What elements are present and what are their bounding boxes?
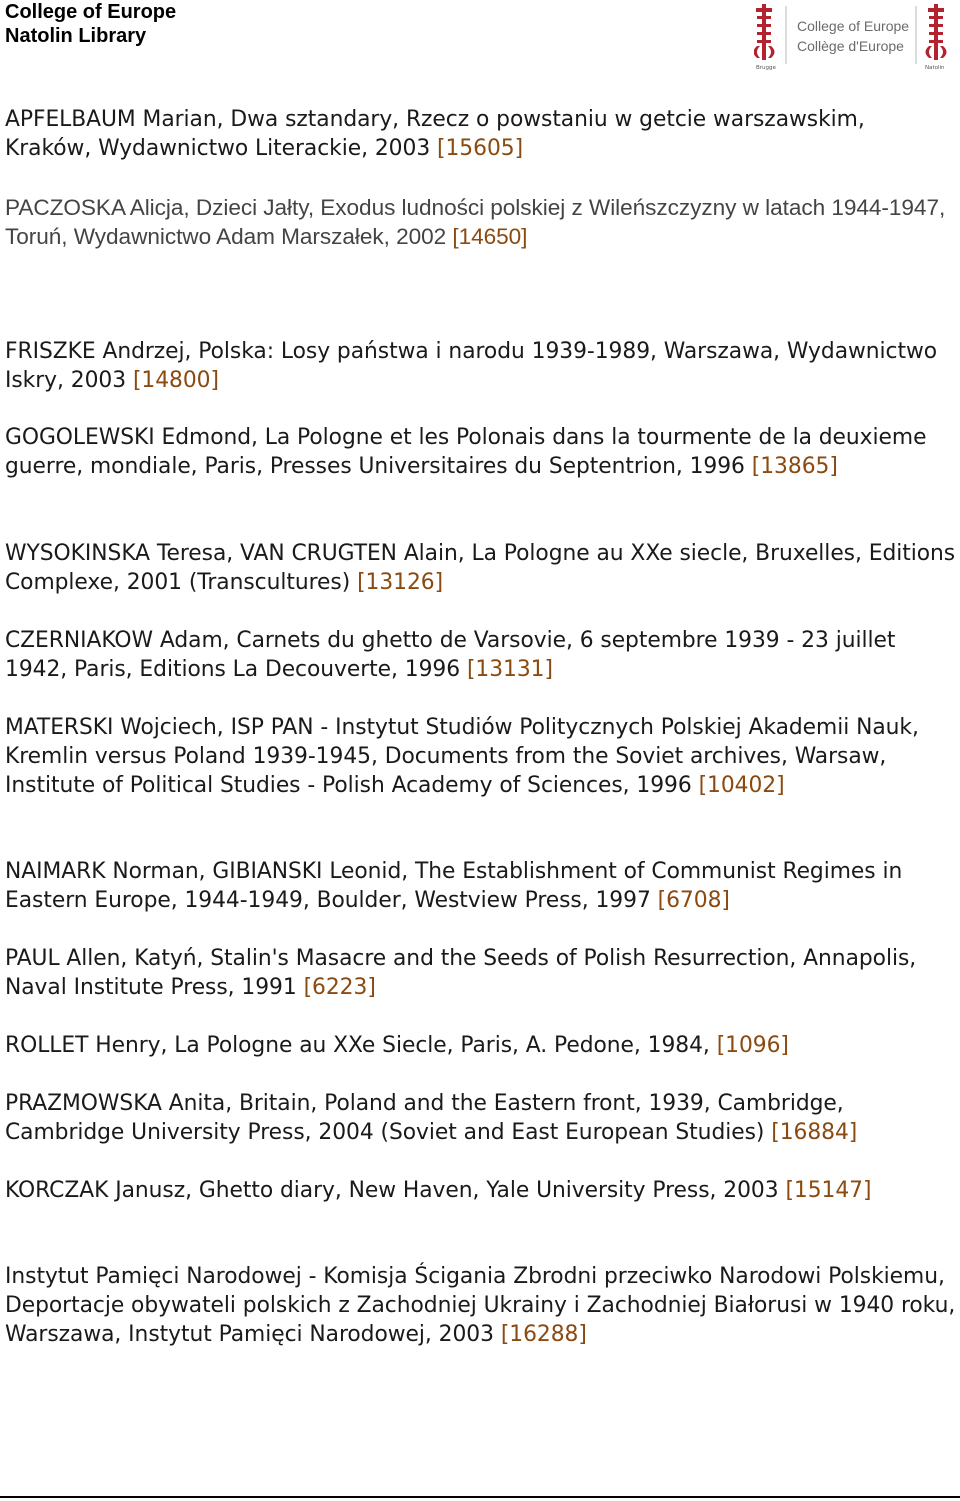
logo-right-caption: Natolin	[925, 65, 945, 71]
entry-text: PACZOSKA Alicja, Dzieci Jałty, Exodus ludności polskiej z Wileńszczyzny w latach 1944-1947, Toruń, Wydawnictwo Adam Marszałek, 2002	[5, 195, 946, 249]
entry-reference: [14650]	[452, 224, 528, 249]
entry-reference: [15147]	[785, 1178, 872, 1203]
institution-name: College of Europe	[5, 1, 177, 23]
library-title	[5, 0, 176, 48]
entry-reference: [10402]	[698, 773, 785, 798]
bibliography-entry	[5, 626, 957, 684]
entry-text: Instytut Pamięci Narodowej - Komisja Ścigania Zbrodni przeciwko Narodowi Polskiemu, Deportacje obywateli polskich z Zachodniej Ukrainy i Zachodniej Białorusi w 1940 roku, Warszawa, Instytut Pamięci Narodowej, 2003	[5, 1264, 956, 1347]
entry-reference: [1096]	[716, 1033, 789, 1058]
entry-reference: [6708]	[657, 888, 730, 913]
entry-text: FRISZKE Andrzej, Polska: Losy państwa i narodu 1939-1989, Warszawa, Wydawnictwo Iskry, 2003	[5, 339, 938, 393]
logo-text-fr: Collège d'Europe	[797, 38, 904, 54]
bibliography-entry	[5, 539, 957, 597]
entry-text: CZERNIAKOW Adam, Carnets du ghetto de Varsovie, 6 septembre 1939 - 23 juillet 1942, Paris, Editions La Decouverte, 1996	[5, 628, 896, 682]
entry-reference: [13126]	[357, 570, 444, 595]
logo-text-en: College of Europe	[797, 18, 910, 34]
library-name: Natolin Library	[5, 25, 147, 47]
bibliography-entry	[5, 1031, 957, 1060]
bibliography-entry	[5, 105, 957, 163]
bibliography-entry	[5, 193, 957, 251]
entry-text: WYSOKINSKA Teresa, VAN CRUGTEN Alain, La Pologne au XXe siecle, Bruxelles, Editions Complexe, 2001 (Transcultures)	[5, 541, 956, 595]
bibliography-entry	[5, 423, 957, 481]
entry-reference: [13131]	[466, 657, 553, 682]
bibliography-entry	[5, 1176, 957, 1205]
entry-text: NAIMARK Norman, GIBIANSKI Leonid, The Establishment of Communist Regimes in Eastern Europe, 1944-1949, Boulder, Westview Press, 1997	[5, 859, 903, 913]
entry-text: APFELBAUM Marian, Dwa sztandary, Rzecz o powstaniu w getcie warszawskim, Kraków, Wydawnictwo Literackie, 2003	[5, 107, 865, 161]
entry-text: PRAZMOWSKA Anita, Britain, Poland and the Eastern front, 1939, Cambridge, Cambridge University Press, 2004 (Soviet and East European Studies)	[5, 1091, 844, 1145]
footer-divider	[0, 1496, 960, 1498]
entry-reference: [13865]	[751, 454, 838, 479]
bibliography-entry	[5, 1089, 957, 1147]
bibliography-entry	[5, 713, 957, 800]
bibliography-entry	[5, 857, 957, 915]
entry-text: ROLLET Henry, La Pologne au XXe Siecle, Paris, A. Pedone, 1984,	[5, 1033, 710, 1058]
page-header	[0, 0, 960, 80]
entry-reference: [16884]	[771, 1120, 858, 1145]
logo-left-caption: Brugge	[756, 65, 776, 71]
entry-text: GOGOLEWSKI Edmond, La Pologne et les Polonais dans la tourmente de la deuxieme guerre, mondiale, Paris, Presses Universitaires du Septentrion, 1996	[5, 425, 927, 479]
bibliography-entry	[5, 337, 957, 395]
entry-text: MATERSKI Wojciech, ISP PAN - Instytut Studiów Politycznych Polskiej Akademii Nauk, Kremlin versus Poland 1939-1945, Documents from the Soviet archives, Warsaw, Institute of Political Studies - Polish Academy of Sciences, 1996	[5, 715, 919, 798]
entry-reference: [14800]	[132, 368, 219, 393]
entry-reference: [15605]	[437, 136, 524, 161]
entry-reference: [6223]	[303, 975, 376, 1000]
entry-text: KORCZAK Janusz, Ghetto diary, New Haven, Yale University Press, 2003	[5, 1178, 779, 1203]
bibliography-entry	[5, 944, 957, 1002]
entry-text: PAUL Allen, Katyń, Stalin's Masacre and the Seeds of Polish Resurrection, Annapolis, Naval Institute Press, 1991	[5, 946, 917, 1000]
natolin-emblem-icon	[926, 4, 947, 60]
entry-reference: [16288]	[500, 1322, 587, 1347]
college-of-europe-logo	[754, 2, 956, 72]
brugge-emblem-icon	[754, 4, 775, 60]
bibliography-entry	[5, 1262, 957, 1349]
